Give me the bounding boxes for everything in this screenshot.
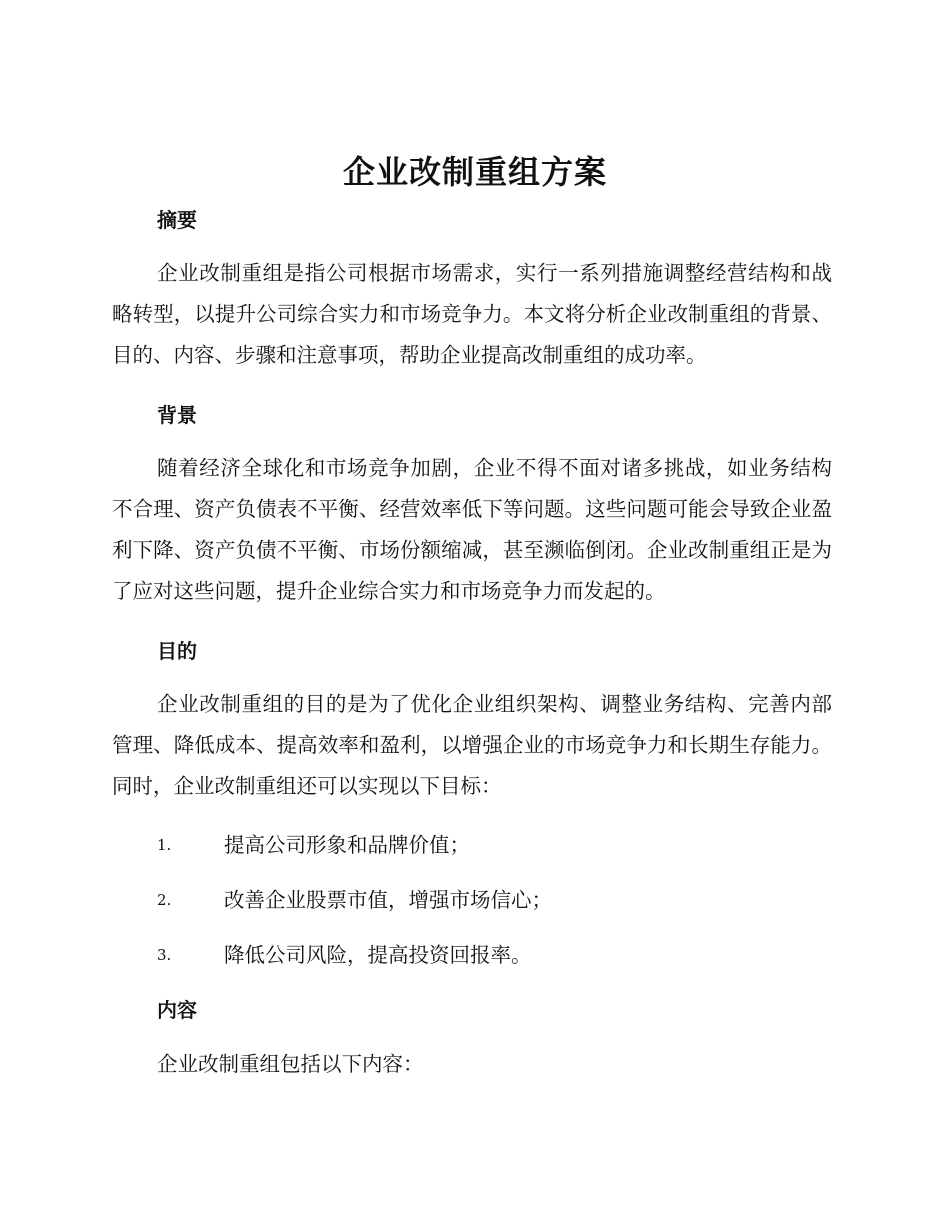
section-paragraph-purpose: 企业改制重组的目的是为了优化企业组织架构、调整业务结构、完善内部管理、降低成本、提高效率和盈利，以增强企业的市场竞争力和长期生存能力。同时，企业改制重组还可以实现以下目标： <box>112 692 832 798</box>
list-item-number: 2. <box>157 891 172 909</box>
section-heading-purpose: 目的 <box>157 639 197 663</box>
section-paragraph-abstract: 企业改制重组是指公司根据市场需求，实行一系列措施调整经营结构和战略转型，以提升公司综合实力和市场竞争力。本文将分析企业改制重组的背景、目的、内容、步骤和注意事项，帮助企业提高改制重组的成功率。 <box>112 261 832 367</box>
list-item-text: 提高公司形象和品牌价值； <box>224 833 470 857</box>
list-item-number: 3. <box>157 946 172 964</box>
document-title: 企业改制重组方案 <box>342 153 607 191</box>
list-item-text: 降低公司风险，提高投资回报率。 <box>224 943 532 967</box>
list-item-number: 1. <box>157 836 172 854</box>
section-paragraph-content: 企业改制重组包括以下内容： <box>157 1052 424 1076</box>
section-paragraph-background: 随着经济全球化和市场竞争加剧，企业不得不面对诸多挑战，如业务结构不合理、资产负债表不平衡、经营效率低下等问题。这些问题可能会导致企业盈利下降、资产负债不平衡、市场份额缩减，甚至濒临倒闭。企业改制重组正是为了应对这些问题，提升企业综合实力和市场竞争力而发起的。 <box>112 456 832 603</box>
list-item-text: 改善企业股票市值，增强市场信心； <box>224 888 552 912</box>
section-heading-content: 内容 <box>157 998 197 1022</box>
section-heading-background: 背景 <box>157 403 197 427</box>
section-heading-abstract: 摘要 <box>157 208 197 232</box>
